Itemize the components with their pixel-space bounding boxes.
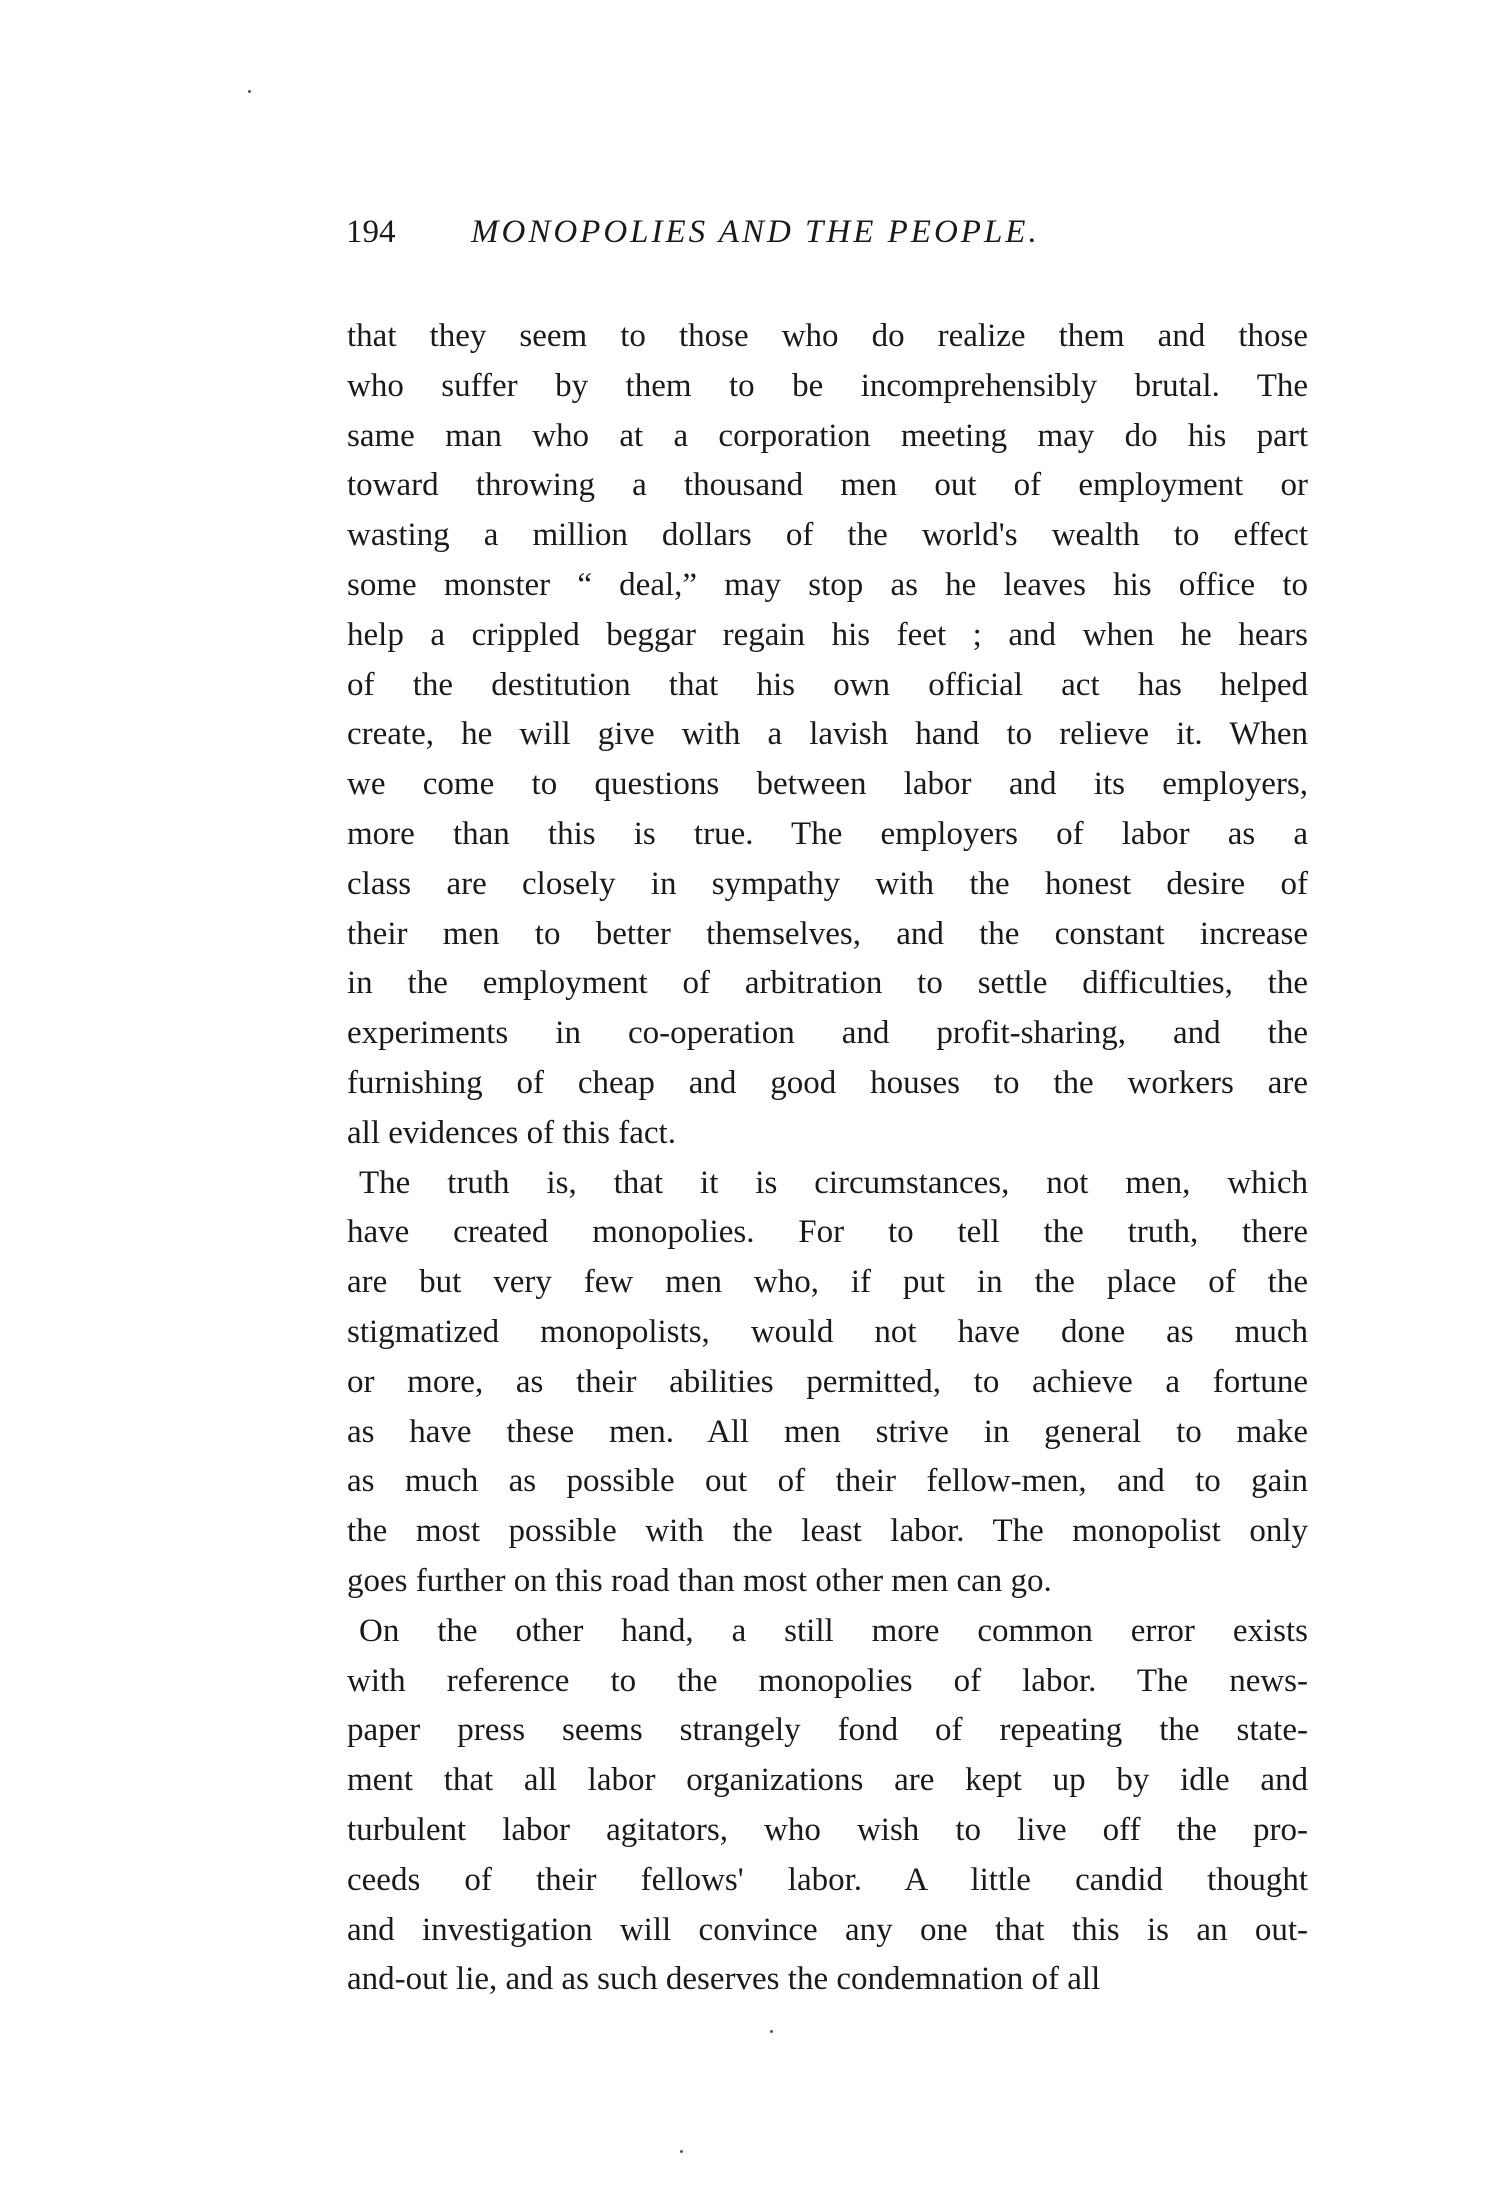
text-line: are but very few men who, if put in the place of the xyxy=(347,1264,1308,1301)
text-line: as have these men. All men strive in general to make xyxy=(347,1413,1308,1450)
text-line: that they seem to those who do realize them and those xyxy=(347,318,1308,354)
body-text xyxy=(347,312,1308,2005)
text-line: class are closely in sympathy with the honest desire of xyxy=(347,865,1308,902)
text-line: goes further on this road than most other men can go. xyxy=(347,1562,1052,1599)
text-line: have created monopolies. For to tell the truth, there xyxy=(347,1214,1308,1251)
text-line: stigmatized monopolists, would not have done as much xyxy=(347,1313,1308,1350)
scan-speck xyxy=(680,2150,683,2153)
text-line: wasting a million dollars of the world's wealth to effect xyxy=(347,517,1308,554)
text-line: who suffer by them to be incomprehensibly brutal. The xyxy=(347,367,1308,404)
text-line: of the destitution that his own official act has helped xyxy=(347,666,1308,703)
text-line: toward throwing a thousand men out of employment or xyxy=(347,467,1308,504)
text-line: we come to questions between labor and its employers, xyxy=(347,766,1308,803)
text-line: with reference to the monopolies of labor. The news- xyxy=(347,1662,1308,1699)
text-line: paper press seems strangely fond of repeating the state- xyxy=(347,1712,1308,1749)
text-line: turbulent labor agitators, who wish to live off the pro- xyxy=(347,1811,1308,1848)
text-line: ment that all labor organizations are kept up by idle and xyxy=(347,1762,1308,1799)
running-title: MONOPOLIES AND THE PEOPLE. xyxy=(471,214,1040,250)
page-header xyxy=(346,214,1308,264)
text-line: their men to better themselves, and the constant increase xyxy=(347,915,1308,952)
text-line: help a crippled beggar regain his feet ; and when he hears xyxy=(347,616,1308,653)
text-line: ceeds of their fellows' labor. A little candid thought xyxy=(347,1861,1308,1898)
page-number: 194 xyxy=(346,214,396,250)
text-line: On the other hand, a still more common error exists xyxy=(359,1612,1308,1649)
text-line: and investigation will convince any one that this is an out- xyxy=(347,1911,1308,1948)
text-line: some monster “ deal,” may stop as he leaves his office to xyxy=(347,566,1308,603)
text-line: The truth is, that it is circumstances, not men, which xyxy=(359,1164,1308,1201)
scan-speck xyxy=(770,2030,773,2033)
text-line: furnishing of cheap and good houses to the workers are xyxy=(347,1064,1308,1101)
text-line: in the employment of arbitration to settle difficulties, the xyxy=(347,965,1308,1002)
text-line: same man who at a corporation meeting may do his part xyxy=(347,417,1308,454)
text-line: or more, as their abilities permitted, to achieve a fortune xyxy=(347,1363,1308,1400)
text-line: experiments in co-operation and profit-sharing, and the xyxy=(347,1015,1308,1052)
text-line: create, he will give with a lavish hand to relieve it. When xyxy=(347,716,1308,753)
text-line: all evidences of this fact. xyxy=(347,1114,676,1151)
text-line: the most possible with the least labor. The monopolist only xyxy=(347,1513,1308,1550)
text-line: and-out lie, and as such deserves the condemnation of all xyxy=(347,1961,1101,1998)
text-line: as much as possible out of their fellow-men, and to gain xyxy=(347,1463,1308,1500)
text-line: more than this is true. The employers of labor as a xyxy=(347,815,1308,852)
scan-speck xyxy=(248,90,251,93)
